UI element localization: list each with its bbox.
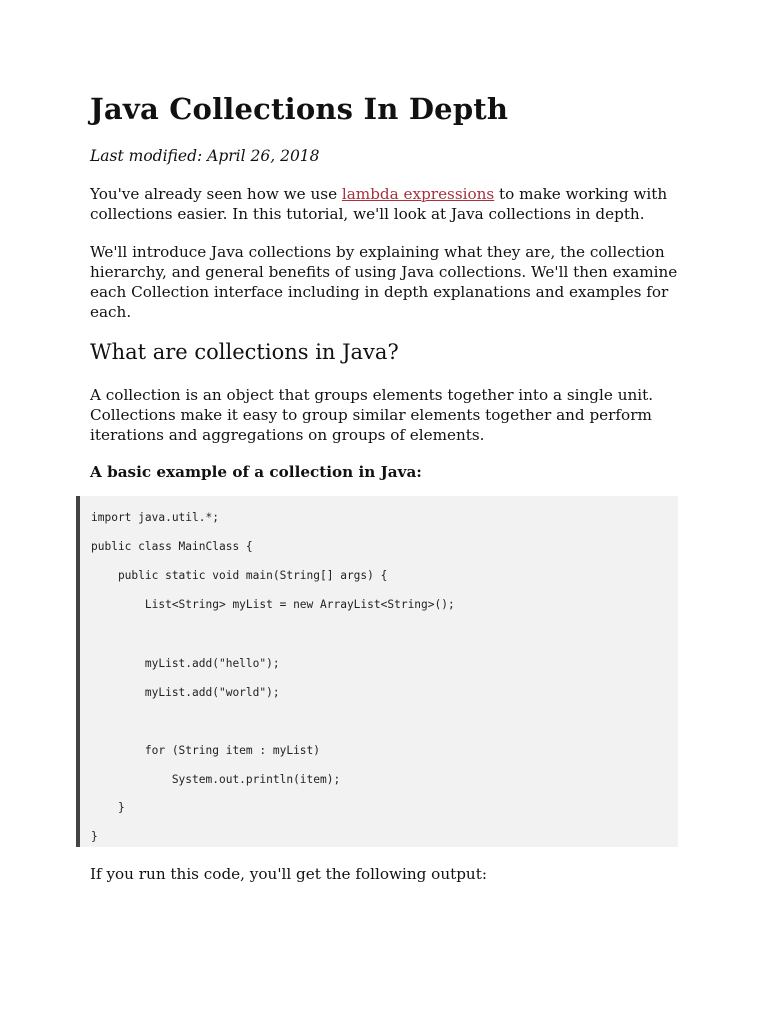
code-line: } — [91, 801, 125, 814]
lambda-expressions-link[interactable]: lambda expressions — [341, 185, 495, 203]
intro-paragraph — [90, 184, 680, 224]
collection-definition-paragraph — [90, 385, 680, 445]
paragraph-line: Collections make it easy to group similar elements together and perform — [90, 406, 652, 424]
intro-line-2: collections easier. In this tutorial, we'll look at Java collections in depth. — [90, 205, 645, 223]
page-title: Java Collections In Depth — [90, 92, 509, 126]
code-line: List<String> myList = new ArrayList<String>(); — [91, 598, 455, 611]
last-modified: Last modified: April 26, 2018 — [90, 147, 320, 165]
code-line: for (String item : myList) — [91, 744, 321, 757]
output-intro: If you run this code, you'll get the following output: — [90, 865, 487, 883]
intro-text-after-link: to make working with — [494, 185, 668, 203]
intro-line-1 — [90, 184, 680, 204]
code-line: public class MainClass { — [91, 540, 253, 553]
code-line: myList.add("world"); — [91, 686, 280, 699]
code-block — [76, 496, 678, 847]
paragraph-line: We'll introduce Java collections by explaining what they are, the collection — [90, 243, 665, 261]
code-line: System.out.println(item); — [91, 773, 341, 786]
paragraph-line: A collection is an object that groups elements together into a single unit. — [90, 386, 654, 404]
code-line: } — [91, 830, 98, 843]
paragraph-line: each Collection interface including in depth explanations and examples for — [90, 283, 669, 301]
paragraph-line: hierarchy, and general benefits of using Java collections. We'll then examine — [90, 263, 678, 281]
paragraph-line: each. — [90, 303, 132, 321]
code-line: import java.util.*; — [91, 511, 219, 524]
code-line: myList.add("hello"); — [91, 657, 280, 670]
collections-overview-paragraph — [90, 242, 680, 322]
section-heading: What are collections in Java? — [90, 340, 399, 364]
intro-text-before-link: You've already seen how we use — [90, 185, 342, 203]
example-label: A basic example of a collection in Java: — [90, 463, 422, 481]
paragraph-line: iterations and aggregations on groups of elements. — [90, 426, 485, 444]
code-line: public static void main(String[] args) { — [91, 569, 388, 582]
